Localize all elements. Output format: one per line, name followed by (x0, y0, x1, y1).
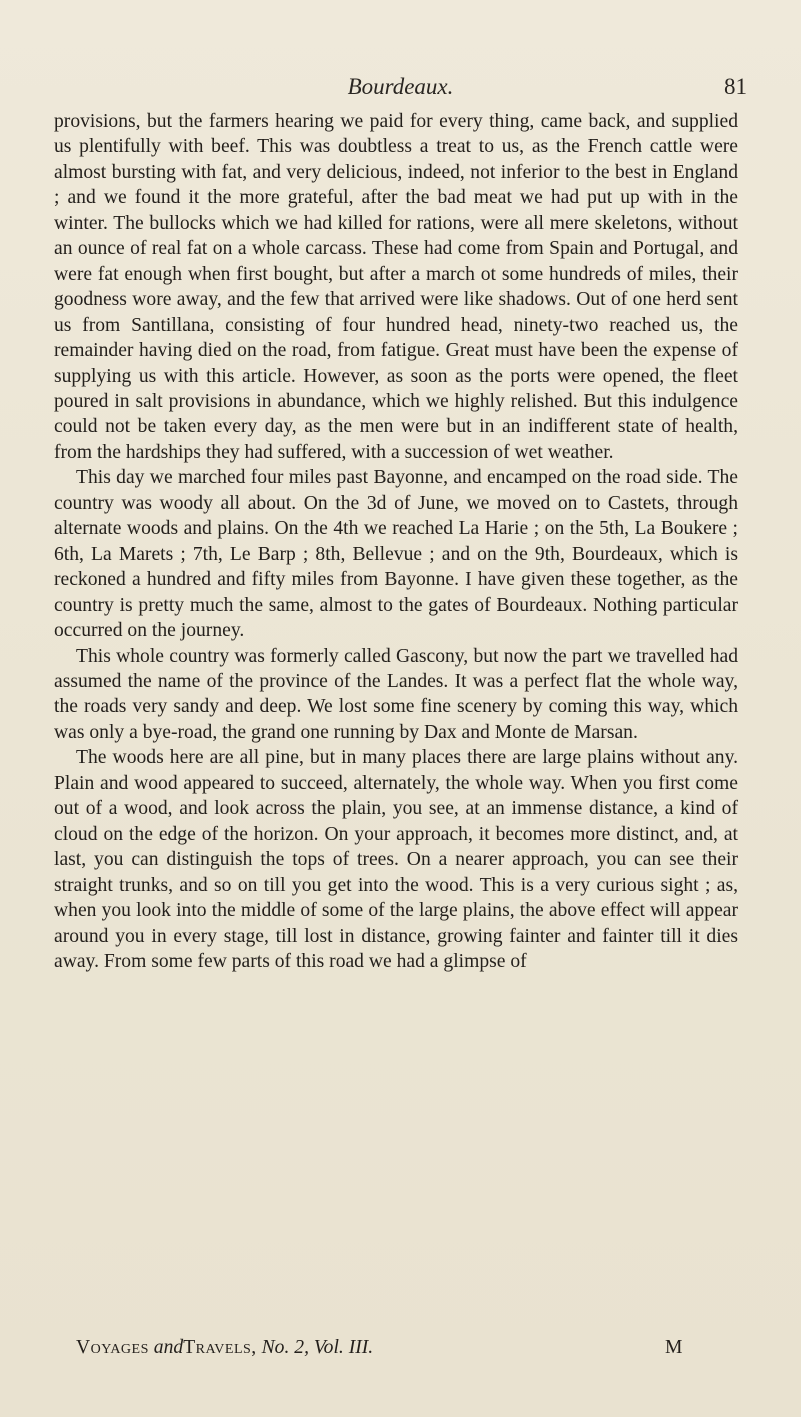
running-head (0, 72, 801, 106)
page-number: 81 (724, 74, 747, 99)
paragraph-march-to-bourdeaux: This day we marched four miles past Bayonne, and encamped on the road side. The country was woody all about. On the 3d of June, we moved on to Castets, through alternate woods and plains. On the 4th we reached La Harie ; on the 5th, La Boukere ; 6th, La Marets ; 7th, Le Barp ; 8th, Bellevue ; and on the 9th, Bourdeaux, which is reckoned a hundred and fifty miles from Bayonne. I have given these together, as the country is pretty much the same, almost to the gates of Bourdeaux. Nothing particular occurred on the journey. (54, 467, 738, 642)
issue-volume: No. 2, Vol. III. (261, 1337, 374, 1358)
signature-mark: M (665, 1337, 683, 1358)
series-title-2: Travels, (183, 1337, 257, 1358)
series-title: Voyages (76, 1337, 149, 1358)
series-imprint (76, 1337, 373, 1359)
paragraph-pine-woods: The woods here are all pine, but in many places there are large plains without any. Plain and wood appeared to succeed, alternately, the whole way. When you first come out of a wood, and look across the plain, you see, at an immense distance, a kind of cloud on the edge of the horizon. On your approach, it becomes more distinct, and, at last, you can distinguish the tops of trees. On a nearer approach, you can see their straight trunks, and so on till you get into the wood. This is a very curious sight ; as, when you look into the middle of some of the large plains, the above effect will appear around you in every stage, till lost in distance, growing fainter and fainter till it dies away. From some few parts of this road we had a glimpse of (54, 747, 738, 972)
signature-line (76, 1337, 738, 1363)
series-conjunction: and (153, 1337, 184, 1358)
paragraph-gascony: This whole country was formerly called Gascony, but now the part we travelled had assumed the name of the province of the Landes. It was a perfect flat the whole way, the roads very sandy and deep. We lost some fine scenery by coming this way, which was only a bye-road, the grand one running by Dax and Monte de Marsan. (54, 645, 738, 743)
body-text (54, 109, 738, 974)
running-title: Bourdeaux. (347, 74, 454, 99)
paragraph-provisions: provisions, but the farmers hearing we paid for every thing, came back, and supplied us plentifully with beef. This was doubtless a treat to us, as the French cattle were almost bursting with fat, and very delicious, indeed, not inferior to the best in England ; and we found it the more grateful, after the bad meat we had put up with in the winter. The bullocks which we had killed for rations, were all mere skeletons, without an ounce of real fat on a whole carcass. These had come from Spain and Portugal, and were fat enough when first bought, but after a march ot some hundreds of miles, their goodness wore away, and the few that arrived were like shadows. Out of one herd sent us from Santillana, consisting of four hundred head, ninety-two reached us, the remainder having died on the road, from fatigue. Great must have been the expense of supplying us with this article. However, as soon as the ports were opened, the fleet poured in salt provisions in abundance, which we highly relished. But this indulgence could not be taken every day, as the men were but in an indifferent state of health, from the hardships they had suffered, with a succession of wet weather. (54, 111, 738, 463)
